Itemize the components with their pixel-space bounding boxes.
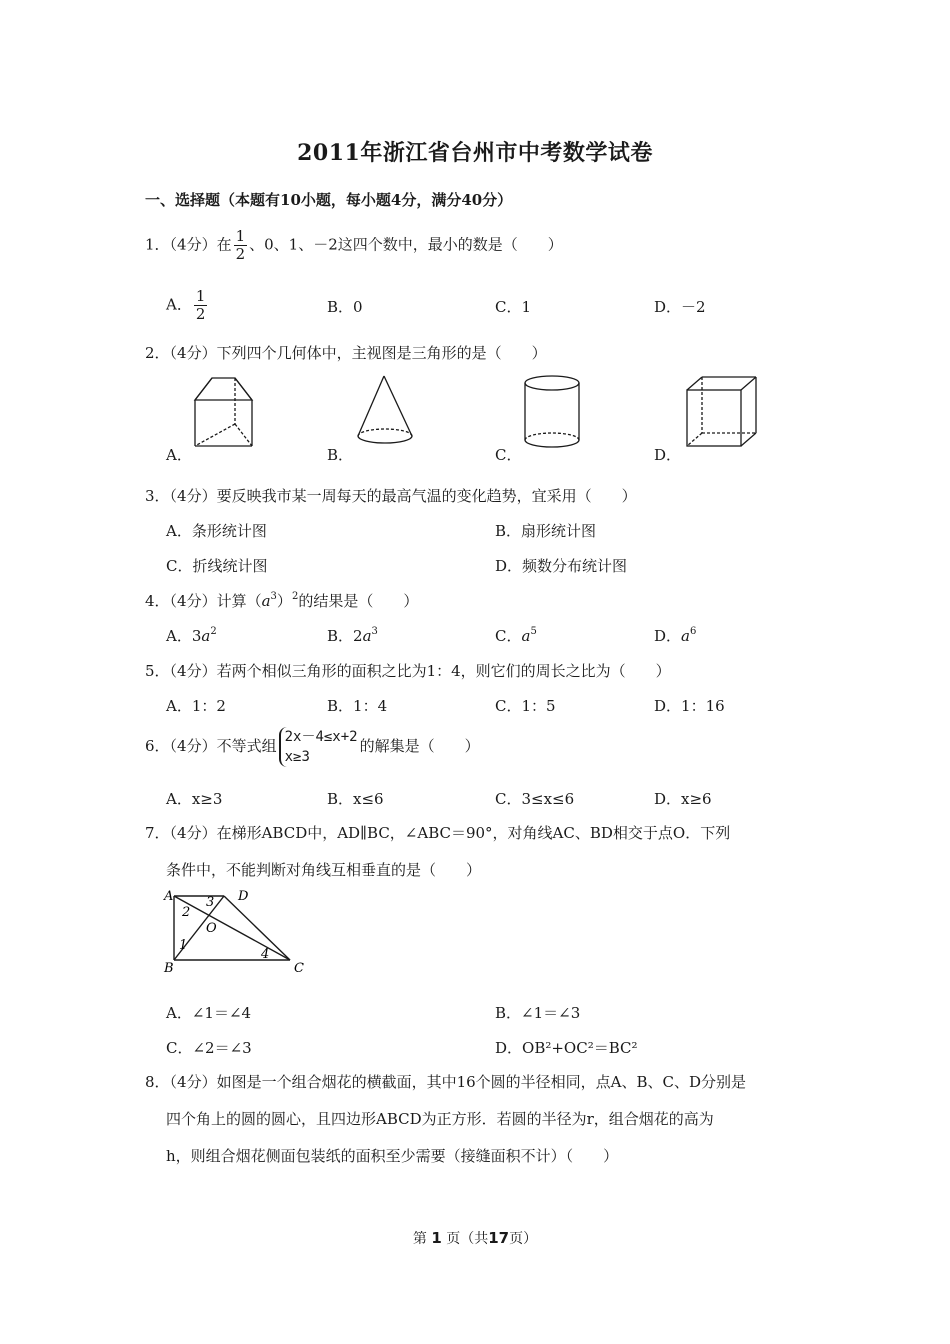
q4-option-c-var: a	[521, 627, 531, 645]
inequality-system	[279, 727, 358, 767]
q4-option-d-var: a	[681, 627, 690, 645]
q4-text-c: 的结果是（ ）	[298, 592, 419, 610]
triangular-prism-figure	[190, 374, 260, 450]
q1-option-a	[166, 288, 209, 323]
q6-option-d: D．x≥6	[654, 790, 712, 808]
q5-option-d: D．1：16	[654, 697, 725, 715]
inequality-line-2: x≥3	[284, 749, 310, 765]
question-2-stem: 2．（4分）下列四个几何体中，主视图是三角形的是（ ）	[145, 344, 547, 362]
q4-option-b-exp: 3	[371, 626, 378, 637]
q1-option-a-num: 1	[195, 287, 206, 305]
q1-option-a-fraction	[194, 288, 208, 323]
page-title: 2011年浙江省台州市中考数学试卷	[297, 140, 653, 166]
q4-option-a-var: a	[201, 627, 211, 645]
q3-option-c: C．折线统计图	[166, 557, 268, 575]
question-8-line-3: h，则组合烟花侧面包装纸的面积至少需要（接缝面积不计）（ ）	[166, 1147, 619, 1165]
q7-option-c: C．∠2＝∠3	[166, 1039, 252, 1057]
q6-option-c: C．3≤x≤6	[495, 790, 575, 808]
cone-figure	[355, 374, 417, 446]
q4-option-c	[495, 625, 537, 646]
q4-option-b-label: B．2	[327, 627, 363, 645]
q6-option-b: B．x≤6	[327, 790, 384, 808]
q4-option-d	[654, 625, 696, 646]
q1-fraction	[234, 228, 248, 263]
footer-mid: 页（共	[446, 1231, 489, 1247]
label-point-b: B	[164, 961, 174, 976]
q5-option-c: C．1：5	[495, 697, 556, 715]
q4-text-b: ）	[276, 592, 292, 610]
q1-option-c: C．1	[495, 298, 532, 316]
q4-inner-exponent: 3	[270, 591, 277, 602]
section-heading: 一、选择题（本题有10小题，每小题4分，满分40分）	[145, 191, 513, 209]
q4-option-c-exp: 5	[530, 626, 537, 637]
q4-option-b	[327, 625, 378, 646]
label-point-d: D	[238, 889, 249, 904]
q4-option-d-exp: 6	[689, 626, 697, 637]
question-7-stem-line-1: 7．（4分）在梯形ABCD中，AD∥BC，∠ABC＝90°，对角线AC、BD相交于点O．下列	[145, 824, 731, 842]
page-footer	[0, 1228, 950, 1248]
question-4-stem	[145, 590, 418, 611]
q7-option-d: D．OB²+OC²＝BC²	[495, 1039, 638, 1057]
q4-option-c-label: C．	[495, 627, 522, 645]
trapezoid-figure	[162, 886, 310, 976]
q2-option-d: D．	[654, 446, 682, 464]
q4-outer-exponent: 2	[291, 591, 299, 602]
q4-option-d-label: D．	[654, 627, 682, 645]
q7-option-b: B．∠1＝∠3	[495, 1004, 581, 1022]
cylinder-figure	[522, 374, 584, 452]
footer-page-number: 1	[431, 1229, 442, 1247]
footer-prefix: 第	[412, 1231, 427, 1247]
footer-suffix: 页）	[509, 1231, 538, 1247]
q3-option-b: B．扇形统计图	[495, 522, 597, 540]
q4-option-a-exp: 2	[210, 626, 217, 637]
q5-option-a: A．1：2	[166, 697, 226, 715]
q1-text-b: 、0、1、－2这四个数中，最小的数是（ ）	[249, 235, 563, 254]
question-7-stem-line-2: 条件中，不能判断对角线互相垂直的是（ ）	[166, 861, 482, 879]
label-angle-3: 3	[206, 895, 215, 910]
q4-text-a: 4．（4分）计算（	[145, 592, 262, 610]
footer-total-pages: 17	[488, 1229, 510, 1247]
q2-option-a: A．	[166, 446, 192, 464]
q3-option-d: D．频数分布统计图	[495, 557, 628, 575]
q4-option-a-label: A．3	[166, 627, 202, 645]
question-8-line-2: 四个角上的圆的圆心，且四边形ABCD为正方形．若圆的半径为r，组合烟花的高为	[166, 1110, 714, 1128]
q1-option-a-den: 2	[195, 305, 206, 323]
question-3-stem: 3．（4分）要反映我市某一周每天的最高气温的变化趋势，宜采用（ ）	[145, 487, 637, 505]
question-5-stem: 5．（4分）若两个相似三角形的面积之比为1：4，则它们的周长之比为（ ）	[145, 662, 671, 680]
q4-option-b-var: a	[362, 627, 372, 645]
label-angle-2: 2	[182, 905, 191, 920]
q4-variable: a	[261, 592, 271, 610]
q2-option-b: B．	[327, 446, 354, 464]
q1-text-a: 1．（4分）在	[145, 235, 232, 254]
question-1-stem	[145, 228, 563, 263]
q6-option-a: A．x≥3	[166, 790, 223, 808]
q1-frac-num: 1	[235, 227, 246, 245]
question-6-stem	[145, 727, 480, 767]
label-angle-1: 1	[179, 938, 188, 953]
label-angle-4: 4	[261, 947, 270, 962]
inequality-line-1: 2x－4≤x+2	[284, 729, 358, 745]
q1-option-a-label: A．	[166, 295, 192, 314]
q2-option-c: C．	[495, 446, 522, 464]
q6-text-a: 6．（4分）不等式组	[145, 737, 277, 755]
label-point-o: O	[206, 921, 217, 936]
cube-figure	[684, 374, 760, 450]
q1-option-b: B．0	[327, 298, 363, 316]
label-point-a: A	[164, 889, 174, 904]
q7-option-a: A．∠1＝∠4	[166, 1004, 252, 1022]
q3-option-a: A．条形统计图	[166, 522, 267, 540]
q5-option-b: B．1：4	[327, 697, 388, 715]
q4-option-a	[166, 625, 217, 646]
q1-frac-den: 2	[235, 245, 246, 263]
q1-option-d: D．－2	[654, 298, 706, 316]
label-point-c: C	[294, 961, 304, 976]
q6-text-b: 的解集是（ ）	[359, 737, 480, 755]
question-8-line-1: 8．（4分）如图是一个组合烟花的横截面，其中16个圆的半径相同，点A、B、C、D分别是	[145, 1073, 747, 1091]
